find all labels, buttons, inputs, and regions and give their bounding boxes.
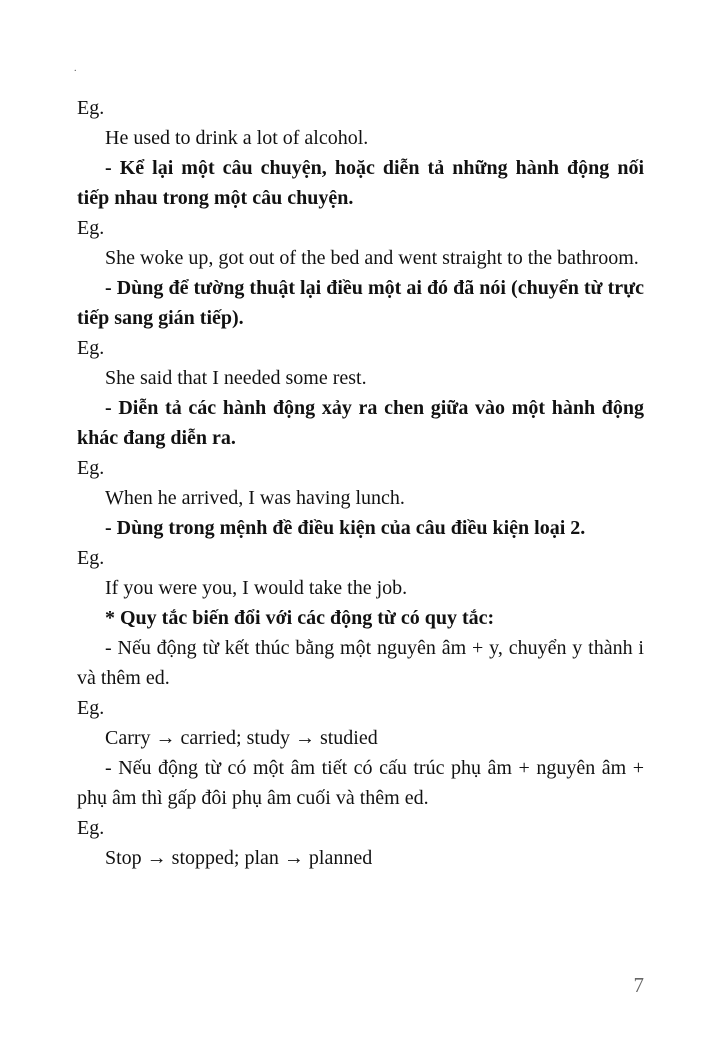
example-label: Eg. [77, 457, 105, 479]
example-sentence: He used to drink a lot of alcohol. [105, 127, 369, 149]
example-sentence: When he arrived, I was having lunch. [105, 487, 405, 509]
usage-rule: - Kể lại một câu chuyện, hoặc diễn tả những hành động nối tiếp nhau trong một câu chuyện. [77, 157, 644, 209]
conjugation-rule: - Nếu động từ có một âm tiết có cấu trúc phụ âm + nguyên âm + phụ âm thì gấp đôi phụ âm cuối và thêm ed. [77, 757, 644, 809]
conjugation-rule: - Nếu động từ kết thúc bằng một nguyên âm + y, chuyển y thành i và thêm ed. [77, 637, 644, 689]
example-sentence: If you were you, I would take the job. [105, 577, 408, 599]
example-sentence: Stop → stopped; plan → planned [105, 847, 373, 869]
example-label: Eg. [77, 217, 105, 239]
example-sentence: She said that I needed some rest. [105, 367, 367, 389]
example-sentence: Carry → carried; study → studied [105, 727, 378, 749]
usage-rule: - Dùng trong mệnh đề điều kiện của câu điều kiện loại 2. [105, 517, 586, 539]
usage-rule: - Diễn tả các hành động xảy ra chen giữa vào một hành động khác đang diễn ra. [77, 397, 644, 449]
usage-rule: - Dùng để tường thuật lại điều một ai đó đã nói (chuyển từ trực tiếp sang gián tiếp). [77, 277, 644, 329]
example-label: Eg. [77, 337, 105, 359]
page-number: 7 [633, 973, 644, 997]
example-label: Eg. [77, 697, 105, 719]
page-mark: . [74, 63, 77, 74]
example-label: Eg. [77, 547, 105, 569]
example-label: Eg. [77, 97, 105, 119]
example-label: Eg. [77, 817, 105, 839]
example-sentence: She woke up, got out of the bed and went straight to the bathroom. [105, 247, 639, 269]
section-heading: * Quy tắc biến đổi với các động từ có quy tắc: [105, 607, 495, 629]
page-content [77, 93, 644, 873]
